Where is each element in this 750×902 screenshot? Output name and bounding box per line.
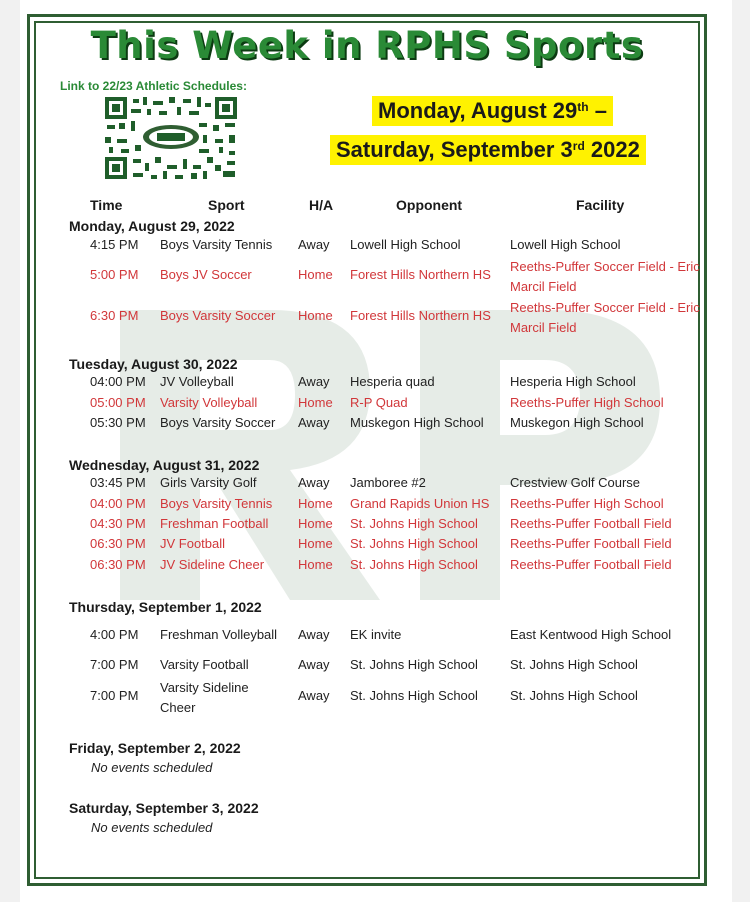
table-row (0, 257, 750, 297)
event-sport: Freshman Volleyball (160, 627, 278, 642)
event-time: 04:00 PM (90, 496, 146, 511)
table-row (0, 415, 750, 435)
event-home-away: Away (298, 688, 330, 703)
table-row (0, 678, 750, 718)
event-time: 4:15 PM (90, 237, 139, 252)
event-opponent: R-P Quad (350, 395, 408, 410)
day-heading: Saturday, September 3, 2022 (69, 800, 259, 816)
table-row (0, 395, 750, 415)
event-time: 05:30 PM (90, 415, 146, 430)
event-time: 5:00 PM (90, 267, 139, 282)
event-time: 03:45 PM (90, 475, 146, 490)
event-time: 7:00 PM (90, 688, 139, 703)
column-header-time: Time (90, 197, 123, 213)
event-sport: Boys Varsity Soccer (160, 415, 276, 430)
table-row (0, 657, 750, 677)
event-opponent: Forest Hills Northern HS (350, 267, 491, 282)
table-row (0, 496, 750, 516)
event-facility: Muskegon High School (510, 415, 644, 430)
event-home-away: Away (298, 237, 330, 252)
event-sport: Boys Varsity Tennis (160, 237, 273, 252)
event-facility: Reeths-Puffer High School (510, 496, 664, 511)
event-time: 6:30 PM (90, 308, 139, 323)
event-facility: St. Johns High School (510, 657, 638, 672)
column-header-ha: H/A (309, 197, 334, 213)
event-opponent: Lowell High School (350, 237, 461, 252)
event-sport: Freshman Football (160, 516, 269, 531)
event-opponent: Forest Hills Northern HS (350, 308, 491, 323)
event-sport: Boys Varsity Soccer (160, 308, 276, 323)
event-home-away: Home (298, 267, 333, 282)
event-facility: Lowell High School (510, 237, 621, 252)
event-home-away: Home (298, 496, 333, 511)
event-time: 06:30 PM (90, 557, 146, 572)
event-time: 4:00 PM (90, 627, 139, 642)
event-sport: Boys Varsity Tennis (160, 496, 273, 511)
event-home-away: Home (298, 516, 333, 531)
table-row (0, 557, 750, 577)
event-home-away: Home (298, 536, 333, 551)
event-opponent: St. Johns High School (350, 688, 478, 703)
event-sport: Varsity Sideline Cheer (160, 680, 249, 715)
event-home-away: Away (298, 475, 330, 490)
event-sport: Girls Varsity Golf (160, 475, 257, 490)
date-range-start: Monday, August 29th – (372, 96, 613, 126)
column-header-facility: Facility (576, 197, 625, 213)
day-heading: Tuesday, August 30, 2022 (69, 356, 238, 372)
event-facility: Reeths-Puffer High School (510, 395, 664, 410)
event-opponent: Grand Rapids Union HS (350, 496, 490, 511)
event-opponent: St. Johns High School (350, 516, 478, 531)
event-facility: Crestview Golf Course (510, 475, 641, 490)
event-home-away: Away (298, 415, 330, 430)
event-facility: Reeths-Puffer Football Field (510, 557, 672, 572)
day-heading: Thursday, September 1, 2022 (69, 599, 262, 615)
event-facility: Reeths-Puffer Football Field (510, 516, 672, 531)
table-row (0, 237, 750, 257)
event-sport: JV Volleyball (160, 374, 234, 389)
event-sport: JV Sideline Cheer (160, 557, 265, 572)
event-home-away: Away (298, 627, 330, 642)
event-time: 06:30 PM (90, 536, 146, 551)
no-events-note: No events scheduled (91, 760, 213, 775)
event-time: 7:00 PM (90, 657, 139, 672)
column-header-opponent: Opponent (396, 197, 463, 213)
event-opponent: St. Johns High School (350, 557, 478, 572)
event-opponent: St. Johns High School (350, 657, 478, 672)
table-row (0, 374, 750, 394)
event-sport: Varsity Volleyball (160, 395, 258, 410)
event-opponent: EK invite (350, 627, 402, 642)
no-events-note: No events scheduled (91, 820, 213, 835)
column-header-sport: Sport (208, 197, 245, 213)
event-sport: Varsity Football (160, 657, 249, 672)
day-heading: Friday, September 2, 2022 (69, 740, 241, 756)
schedule-qr-code[interactable] (103, 95, 239, 181)
event-home-away: Home (298, 557, 333, 572)
event-home-away: Home (298, 308, 333, 323)
page-title: This Week in RPHS Sports (90, 24, 644, 67)
event-home-away: Away (298, 657, 330, 672)
event-facility: St. Johns High School (510, 688, 638, 703)
event-facility: Reeths-Puffer Soccer Field - Eric Marcil Field (510, 300, 700, 335)
event-time: 04:00 PM (90, 374, 146, 389)
event-sport: JV Football (160, 536, 226, 551)
event-facility: Reeths-Puffer Soccer Field - Eric Marcil Field (510, 259, 700, 294)
event-facility: Hesperia High School (510, 374, 636, 389)
event-home-away: Away (298, 374, 330, 389)
table-row (0, 536, 750, 556)
table-row (0, 475, 750, 495)
event-opponent: St. Johns High School (350, 536, 478, 551)
table-row (0, 298, 750, 338)
day-heading: Monday, August 29, 2022 (69, 218, 235, 234)
event-sport: Boys JV Soccer (160, 267, 252, 282)
schedule-link-label: Link to 22/23 Athletic Schedules: (60, 79, 247, 93)
table-row (0, 627, 750, 647)
event-facility: Reeths-Puffer Football Field (510, 536, 672, 551)
event-opponent: Hesperia quad (350, 374, 435, 389)
date-range-end: Saturday, September 3rd 2022 (330, 135, 646, 165)
event-time: 05:00 PM (90, 395, 146, 410)
event-opponent: Jamboree #2 (350, 475, 426, 490)
event-home-away: Home (298, 395, 333, 410)
event-facility: East Kentwood High School (510, 627, 672, 642)
day-heading: Wednesday, August 31, 2022 (69, 457, 260, 473)
event-time: 04:30 PM (90, 516, 146, 531)
table-row (0, 516, 750, 536)
event-opponent: Muskegon High School (350, 415, 484, 430)
